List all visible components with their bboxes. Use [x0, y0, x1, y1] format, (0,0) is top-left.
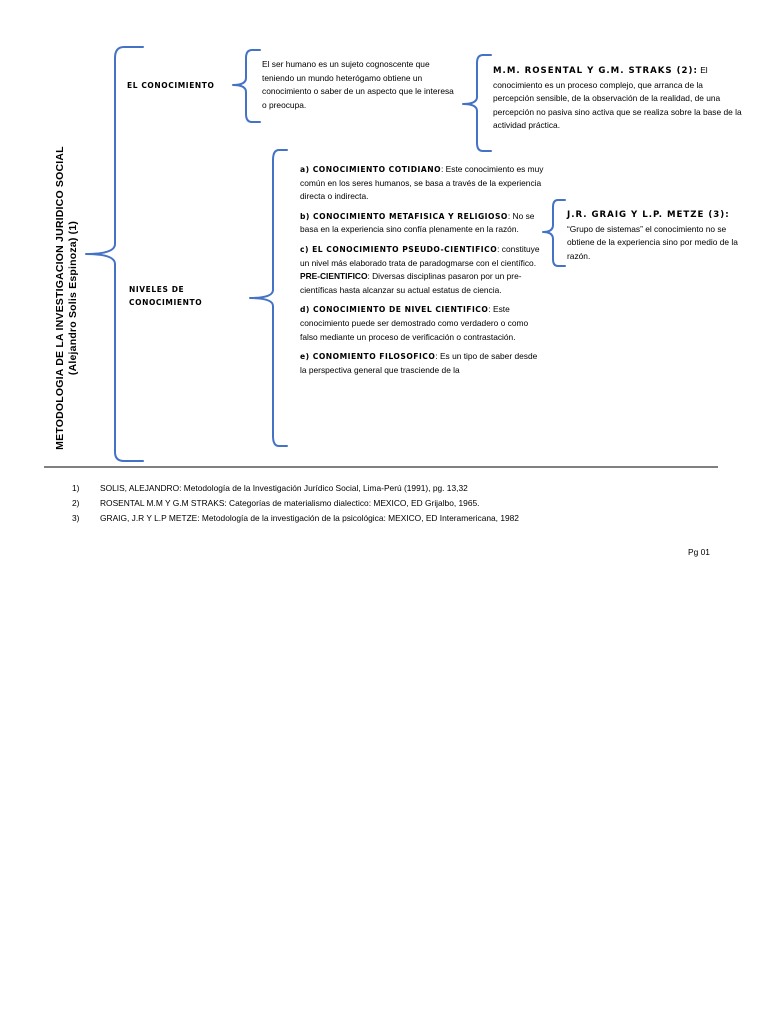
rosental-text: El conocimiento es un proceso complejo, que arranca de la percepción sensible, de la observación de la realidad, de una percepción no pasiva sino activa que se realiza sobre la base de la actividad práctica. — [493, 65, 742, 131]
nivel-text-d: : Este conocimiento puede ser demostrado como verdadero o como falso mediante un proceso de verificación o contrastación. — [300, 304, 529, 342]
footnote-2 — [72, 496, 732, 511]
title-line-2: (Alejandro Solis Espinoza) (1) — [67, 220, 79, 376]
footnote-number: 1) — [72, 483, 80, 493]
label-niveles — [129, 283, 202, 309]
nivel-item-b — [300, 210, 545, 237]
nivel-text-e: : Es un tipo de saber desde la perspectiva general que trasciende de la — [300, 351, 538, 375]
label-el-conocimiento: EL CONOCIMIENTO — [127, 81, 215, 90]
rosental-quote — [493, 64, 745, 133]
footnote-text: GRAIG, J.R Y L.P METZE: Metodología de la investigación de la psicológica: MEXICO, ED Interamericana, 1982 — [100, 513, 519, 523]
nivel-text-precientifico: : Diversas disciplinas pasaron por un pre-científicas hasta alcanzar su actual estatus de ciencia. — [300, 271, 522, 295]
nivel-text-b: : No se basa en la experiencia sino confía plenamente en la razón. — [300, 210, 535, 235]
footnotes — [72, 481, 732, 526]
nivel-heading-d: d) CONOCIMIENTO DE NIVEL CIENTIFICO — [300, 305, 489, 315]
nivel-heading-b: b) CONOCIMIENTO METAFISICA Y RELIGIOSO — [300, 211, 508, 221]
nivel-heading-e: e) CONOMIENTO FILOSOFICO — [300, 352, 436, 362]
nivel-text-c: : constituye un nivel más elaborado trata de paradogmarse con el científico. — [300, 243, 540, 268]
footnote-number: 3) — [72, 513, 80, 523]
conocimiento-brace — [233, 50, 260, 122]
rosental-brace — [463, 55, 491, 151]
footnote-text: ROSENTAL M.M Y G.M STRAKS: Categorías de materialismo dialectico: MEXICO, ED Grijalbo, 1965. — [100, 498, 480, 508]
nivel-item-d — [300, 303, 545, 344]
document-title — [54, 128, 80, 468]
footnote-text: SOLIS, ALEJANDRO: Metodología de la Investigación Jurídico Social, Lima-Perú (1991), pg. 13,32 — [100, 483, 468, 493]
footnote-number: 2) — [72, 498, 80, 508]
nivel-item-e — [300, 350, 545, 377]
graig-author: J.R. GRAIG Y L.P. METZE (3): — [567, 210, 730, 220]
graig-quote — [567, 209, 747, 263]
page-number: Pg 01 — [688, 547, 710, 557]
graig-brace — [543, 200, 565, 266]
nivel-heading-c: c) EL CONOCIMIENTO PSEUDO-CIENTIFICO — [300, 244, 498, 254]
nivel-item-c — [300, 243, 545, 297]
main-brace — [86, 47, 143, 461]
title-line-1: METODOLOGIA DE LA INVESTIGACION JURIDICO SOCIAL — [54, 146, 66, 450]
label-niveles-line2: CONOCIMIENTO — [129, 298, 203, 307]
footnote-3 — [72, 511, 732, 526]
label-niveles-line1: NIVELES DE — [129, 285, 185, 294]
nivel-heading-precientifico: PRE-CIENTIFICO — [300, 271, 368, 282]
footnote-1 — [72, 481, 732, 496]
niveles-brace — [250, 150, 287, 446]
rosental-author: M.M. ROSENTAL Y G.M. STRAKS (2): — [493, 66, 698, 76]
nivel-item-a — [300, 163, 545, 204]
definition-text: El ser humano es un sujeto cognoscente que teniendo un mundo heterógamo obtiene un conocimiento o saber de un aspecto que le interesa o preocupa. — [262, 59, 454, 110]
nivel-heading-a: a) CONOCIMIENTO COTIDIANO — [300, 165, 442, 174]
niveles-list — [300, 163, 545, 443]
nivel-text-a: : Este conocimiento es muy común en los seres humanos, se basa a través de la experiencia directa o indirecta. — [300, 164, 544, 202]
graig-text: “Grupo de sistemas” el conocimiento no se obtiene de la experiencia sino por medio de la razón. — [567, 223, 738, 261]
